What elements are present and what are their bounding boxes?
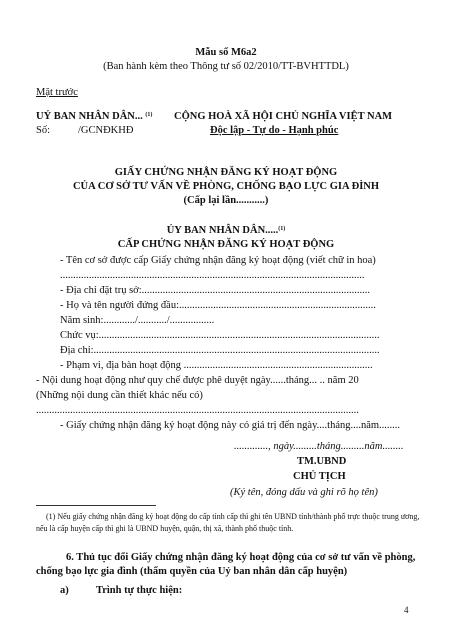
footnote-ref: (1) [278,226,286,232]
committee-header: UỶ BAN NHÂN DÂN... $^{(1)}$ [36,111,153,122]
field-other-content: (Những nội dung cần thiết khác nếu có) [36,390,203,401]
title-line-1: GIẤY CHỨNG NHẬN ĐĂNG KÝ HOẠT ĐỘNG [114,167,338,178]
front-side-label: Mặt trước [36,87,78,98]
field-scope: - Phạm vi, địa bàn hoạt động ........................................................................ [60,360,373,371]
number-label: Số: [36,125,51,136]
section-heading: 6. Thủ tục đổi Giấy chứng nhận đăng ký hoạt động của cơ sở tư vấn về phòng, chống bạo lực gia đình (thẩm quyền của Uỷ ban nhân dân cấp huyện) [36,552,416,577]
page-number: 4 [404,605,409,615]
subsection-label: a) [60,585,69,596]
issued-under: (Ban hành kèm theo Thông tư số 02/2010/TT-BVHTTDL) [103,61,349,72]
field-birth-year: Năm sinh:............/.........../................. [60,315,215,326]
field-head-name: - Họ và tên người đứng đầu:........................................................................... [60,300,376,311]
number-code: /GCNĐKHĐ [78,125,134,136]
field-position: Chức vụ:........................................................................................................... [60,330,380,341]
field-blank-line: ........................................................................................................................... [36,405,359,416]
form-number: Mẫu số M6a2 [195,47,257,58]
footnote-ref: (1) [145,112,153,118]
motto: Độc lập - Tự do - Hạnh phúc [210,125,339,136]
field-validity: - Giấy chứng nhận đăng ký hoạt động này có giá trị đến ngày....tháng....năm........ [60,420,401,431]
title-line-3: (Cấp lại lần...........) [183,195,269,206]
footnote-divider [36,505,156,506]
signature-instruction: (Ký tên, đóng dấu và ghi rõ họ tên) [230,487,378,498]
subsection-text: Trình tự thực hiện: [96,585,183,596]
signature-chair: CHỦ TỊCH [293,471,346,482]
issuer-committee: ỦY BAN NHÂN DÂN.....$^{(1)}$ [166,225,286,236]
signature-date: ............., ngày.........tháng.........năm........ [234,441,404,452]
field-address: - Địa chỉ đặt trụ sở:....................................................................................... [60,285,371,296]
field-blank-line: .................................................................................................................... [60,270,365,281]
field-activity-content: - Nội dung hoạt động như quy chế được phê duyệt ngày......tháng... .. năm 20 [36,375,359,386]
title-line-2: CỦA CƠ SỞ TƯ VẤN VỀ PHÒNG, CHỐNG BẠO LỰC GIA ĐÌNH [72,181,380,192]
field-facility-name: - Tên cơ sở được cấp Giấy chứng nhận đăng ký hoạt động (viết chữ in hoa) [60,255,376,266]
issuer-action: CẤP CHỨNG NHẬN ĐĂNG KÝ HOẠT ĐỘNG [117,239,335,250]
footnote-text: (1) Nếu giấy chứng nhận đăng ký hoạt động do cấp tỉnh cấp thì ghi tên UBND tỉnh/thành phố trực thuộc trung ương, nếu là cấp huyện cấp thì ghi là UBND huyện, quận, thị xã, thành phố thuộc tỉnh. [36,512,420,533]
republic-header: CỘNG HOÀ XÃ HỘI CHỦ NGHĨA VIỆT NAM [174,111,393,122]
field-head-address: Địa chỉ:............................................................................................................. [60,345,380,356]
signature-on-behalf: TM.UBND [297,456,347,467]
